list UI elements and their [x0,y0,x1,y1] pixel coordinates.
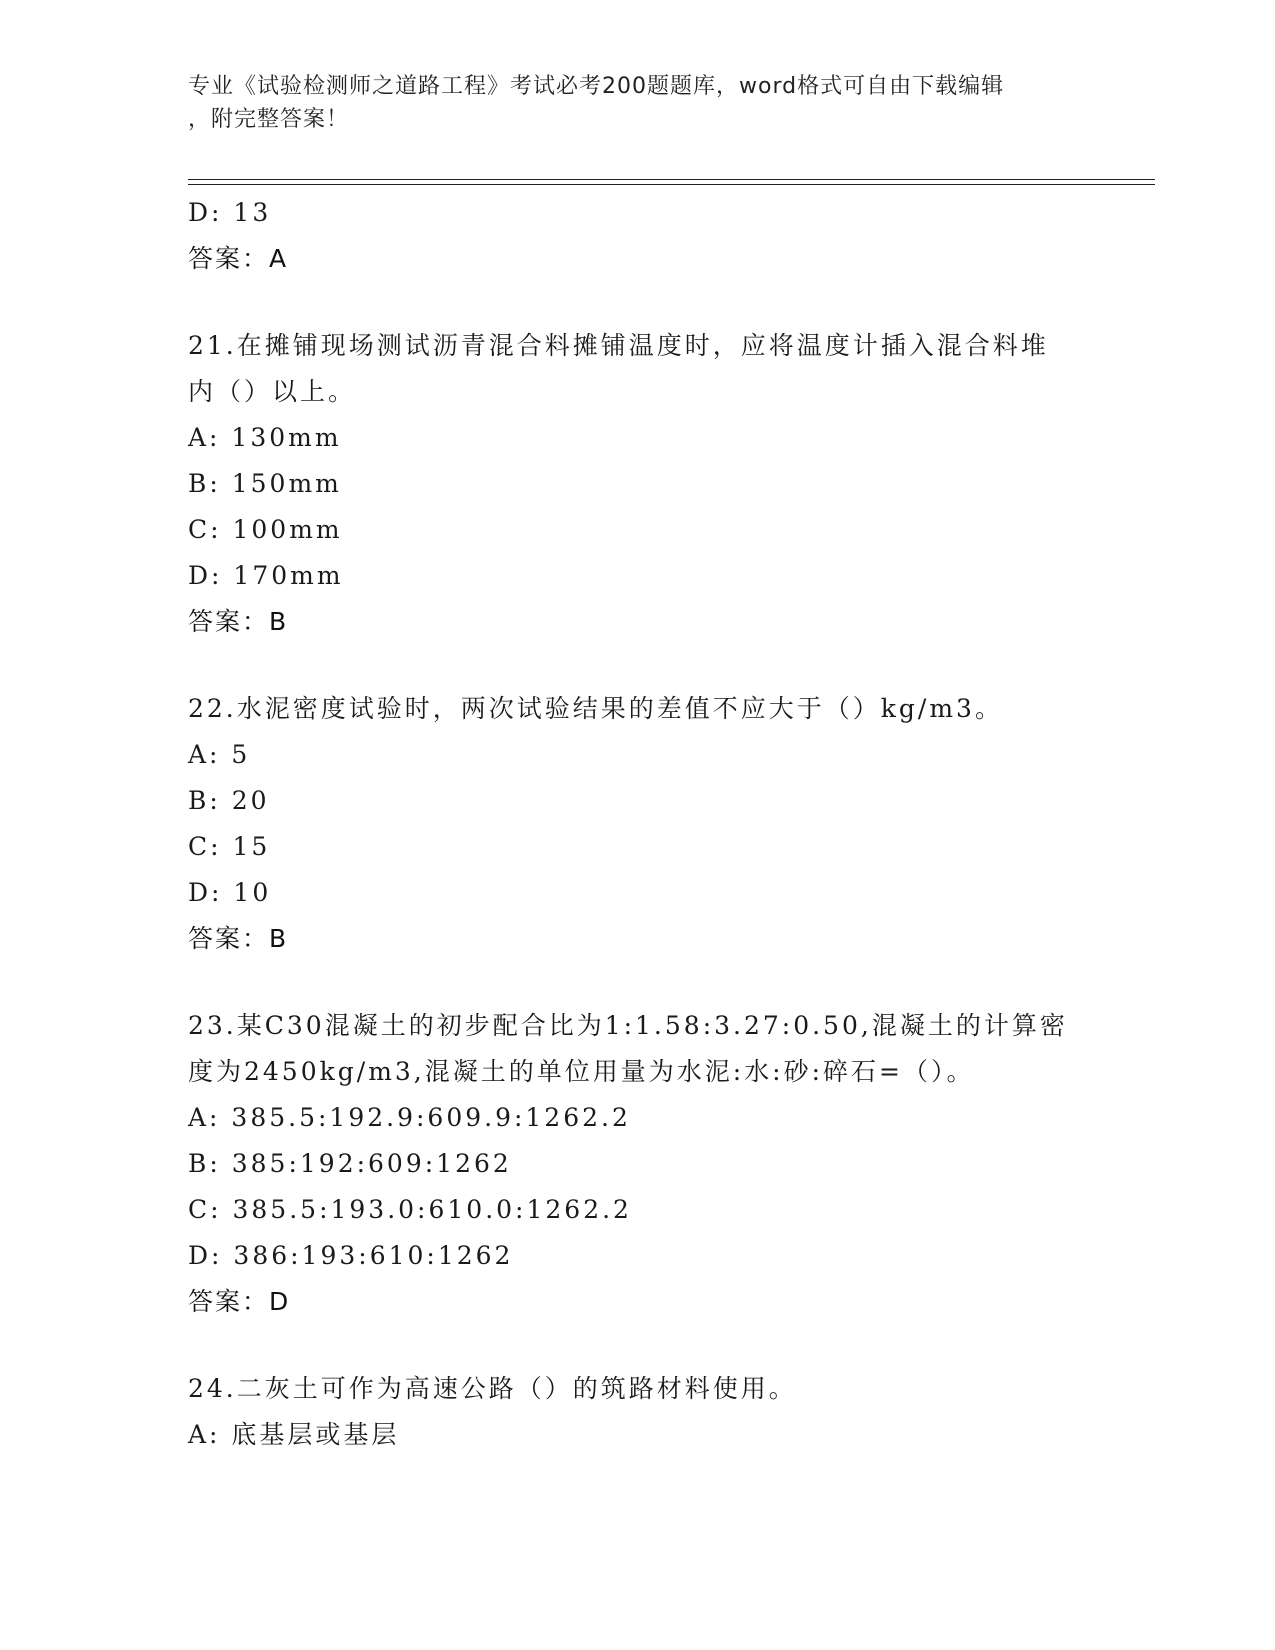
header-title-line1: 专业《试验检测师之道路工程》考试必考200题题库，word格式可自由下载编辑 [188,74,1005,99]
spacer [188,962,1088,1003]
question-stem: 24.二灰土可作为高速公路（）的筑路材料使用。 [188,1374,797,1403]
option-c: C: 100mm [188,515,343,544]
prev-answer: 答案：A [188,244,289,273]
answer: 答案：B [188,924,289,953]
option-b: B: 20 [188,786,270,815]
question-stem-continued: 度为2450kg/m3,混凝土的单位用量为水泥:水:砂:碎石=（）。 [188,1057,975,1086]
option-a: A: 底基层或基层 [188,1420,400,1449]
prev-option-d: D: 13 [188,198,272,227]
question-stem: 22.水泥密度试验时，两次试验结果的差值不应大于（）kg/m3。 [188,694,1003,723]
option-b: B: 150mm [188,469,342,498]
question-list [188,190,1088,1458]
question-23 [188,1003,1088,1325]
question-stem: 23.某C30混凝土的初步配合比为1:1.58:3.27:0.50,混凝土的计算密 [188,1011,1068,1040]
question-21 [188,323,1088,645]
option-a: A: 5 [188,740,251,769]
option-c: C: 15 [188,832,271,861]
option-d: D: 386:193:610:1262 [188,1241,514,1270]
option-a: A: 130mm [188,423,342,452]
option-d: D: 10 [188,878,272,907]
option-c: C: 385.5:193.0:610.0:1262.2 [188,1195,632,1224]
spacer [188,282,1088,323]
spacer [188,1325,1088,1366]
document-header [188,70,1068,136]
answer: 答案：B [188,607,289,636]
header-divider-bottom [188,184,1155,185]
option-a: A: 385.5:192.9:609.9:1262.2 [188,1103,631,1132]
question-stem: 21.在摊铺现场测试沥青混合料摊铺温度时，应将温度计插入混合料堆 [188,331,1049,360]
option-d: D: 170mm [188,561,344,590]
answer: 答案：D [188,1287,291,1316]
header-title-line2: ，附完整答案！ [188,107,350,132]
question-stem-continued: 内（）以上。 [188,377,357,406]
spacer [188,645,1088,686]
question-24 [188,1366,1088,1458]
header-divider-top [188,179,1155,180]
option-b: B: 385:192:609:1262 [188,1149,512,1178]
question-22 [188,686,1088,962]
